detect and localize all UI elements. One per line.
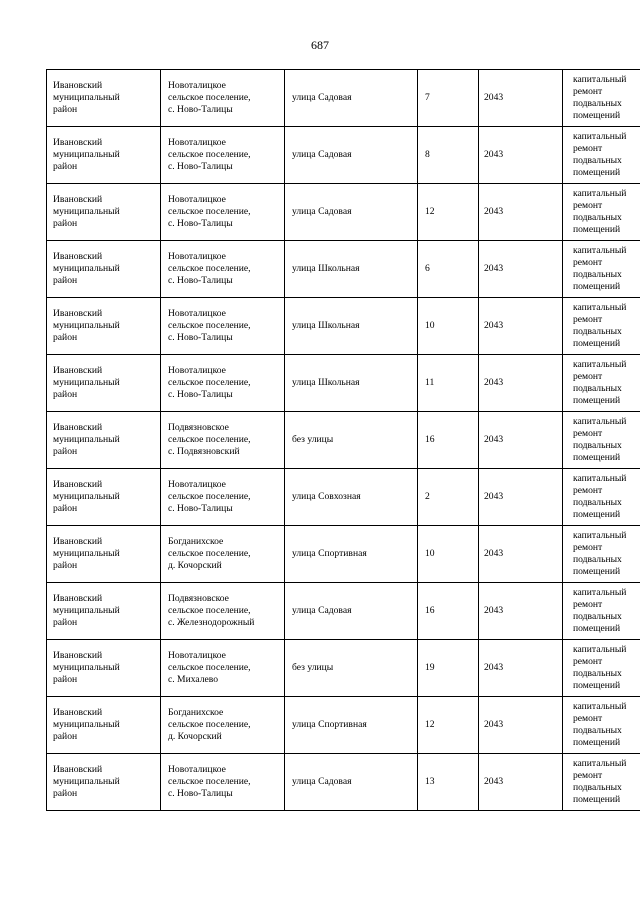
district-cell-text: Ивановский муниципальный район — [53, 80, 120, 115]
street-cell-text: улица Спортивная — [292, 548, 367, 559]
street-cell — [285, 355, 418, 412]
year-cell-text: 2043 — [484, 491, 504, 502]
district-cell-text: Ивановский муниципальный район — [53, 650, 120, 685]
work-type-cell-text: капитальный ремонт подвальных помещений — [573, 644, 627, 691]
table-row — [47, 583, 640, 640]
street-cell — [285, 697, 418, 754]
work-type-cell-text: капитальный ремонт подвальных помещений — [573, 530, 627, 577]
work-type-cell-text: капитальный ремонт подвальных помещений — [573, 473, 627, 520]
table-row — [47, 184, 640, 241]
house-number-cell-text: 16 — [425, 605, 435, 616]
district-cell — [47, 526, 161, 583]
table-row — [47, 697, 640, 754]
street-cell — [285, 241, 418, 298]
year-cell — [479, 127, 563, 184]
year-cell-text: 2043 — [484, 776, 504, 787]
district-cell-text: Ивановский муниципальный район — [53, 308, 120, 343]
street-cell — [285, 412, 418, 469]
table-row — [47, 355, 640, 412]
settlement-cell — [161, 70, 285, 127]
year-cell-text: 2043 — [484, 548, 504, 559]
street-cell-text: улица Школьная — [292, 320, 360, 331]
settlement-cell-text: Новоталицкое сельское поселение, с. Михалево — [168, 650, 251, 685]
settlement-cell — [161, 583, 285, 640]
repair-schedule-table — [46, 69, 640, 811]
year-cell — [479, 526, 563, 583]
house-number-cell — [418, 754, 479, 811]
house-number-cell-text: 13 — [425, 776, 435, 787]
district-cell-text: Ивановский муниципальный район — [53, 422, 120, 457]
street-cell — [285, 640, 418, 697]
settlement-cell — [161, 469, 285, 526]
district-cell — [47, 70, 161, 127]
street-cell — [285, 70, 418, 127]
table-row — [47, 469, 640, 526]
settlement-cell — [161, 640, 285, 697]
street-cell — [285, 127, 418, 184]
work-type-cell-text: капитальный ремонт подвальных помещений — [573, 131, 627, 178]
street-cell — [285, 754, 418, 811]
district-cell-text: Ивановский муниципальный район — [53, 137, 120, 172]
work-type-cell-text: капитальный ремонт подвальных помещений — [573, 587, 627, 634]
district-cell — [47, 640, 161, 697]
table-row — [47, 127, 640, 184]
settlement-cell-text: Новоталицкое сельское поселение, с. Ново-Талицы — [168, 194, 251, 229]
street-cell-text: улица Школьная — [292, 377, 360, 388]
work-type-cell — [563, 469, 640, 526]
table-row — [47, 298, 640, 355]
house-number-cell-text: 7 — [425, 92, 430, 103]
work-type-cell-text: капитальный ремонт подвальных помещений — [573, 701, 627, 748]
district-cell-text: Ивановский муниципальный район — [53, 365, 120, 400]
house-number-cell — [418, 127, 479, 184]
house-number-cell-text: 6 — [425, 263, 430, 274]
settlement-cell — [161, 355, 285, 412]
district-cell-text: Ивановский муниципальный район — [53, 194, 120, 229]
settlement-cell-text: Новоталицкое сельское поселение, с. Ново-Талицы — [168, 80, 251, 115]
settlement-cell-text: Новоталицкое сельское поселение, с. Ново-Талицы — [168, 251, 251, 286]
street-cell — [285, 298, 418, 355]
house-number-cell — [418, 241, 479, 298]
street-cell-text: улица Садовая — [292, 605, 352, 616]
year-cell-text: 2043 — [484, 320, 504, 331]
settlement-cell — [161, 127, 285, 184]
street-cell — [285, 469, 418, 526]
settlement-cell — [161, 241, 285, 298]
settlement-cell — [161, 526, 285, 583]
settlement-cell-text: Богданихское сельское поселение, д. Кочорский — [168, 707, 251, 742]
district-cell — [47, 583, 161, 640]
settlement-cell-text: Новоталицкое сельское поселение, с. Ново-Талицы — [168, 365, 251, 400]
settlement-cell-text: Подвязновское сельское поселение, с. Подвязновский — [168, 422, 251, 457]
year-cell — [479, 355, 563, 412]
street-cell-text: без улицы — [292, 662, 334, 673]
year-cell-text: 2043 — [484, 149, 504, 160]
street-cell — [285, 583, 418, 640]
work-type-cell — [563, 640, 640, 697]
house-number-cell — [418, 412, 479, 469]
house-number-cell-text: 11 — [425, 377, 435, 388]
settlement-cell — [161, 697, 285, 754]
table-row — [47, 640, 640, 697]
settlement-cell — [161, 298, 285, 355]
year-cell-text: 2043 — [484, 377, 504, 388]
street-cell-text: улица Садовая — [292, 149, 352, 160]
house-number-cell — [418, 298, 479, 355]
settlement-cell-text: Подвязновское сельское поселение, с. Железнодорожный — [168, 593, 255, 628]
year-cell-text: 2043 — [484, 605, 504, 616]
settlement-cell-text: Новоталицкое сельское поселение, с. Ново-Талицы — [168, 137, 251, 172]
district-cell — [47, 754, 161, 811]
settlement-cell — [161, 184, 285, 241]
year-cell-text: 2043 — [484, 263, 504, 274]
work-type-cell — [563, 583, 640, 640]
house-number-cell-text: 10 — [425, 320, 435, 331]
year-cell — [479, 754, 563, 811]
work-type-cell-text: капитальный ремонт подвальных помещений — [573, 416, 627, 463]
district-cell — [47, 469, 161, 526]
work-type-cell — [563, 241, 640, 298]
year-cell — [479, 640, 563, 697]
house-number-cell-text: 2 — [425, 491, 430, 502]
table-body — [47, 70, 640, 811]
district-cell-text: Ивановский муниципальный район — [53, 251, 120, 286]
house-number-cell — [418, 640, 479, 697]
table-row — [47, 526, 640, 583]
work-type-cell-text: капитальный ремонт подвальных помещений — [573, 302, 627, 349]
settlement-cell-text: Новоталицкое сельское поселение, с. Ново-Талицы — [168, 764, 251, 799]
district-cell-text: Ивановский муниципальный район — [53, 764, 120, 799]
work-type-cell — [563, 697, 640, 754]
year-cell-text: 2043 — [484, 434, 504, 445]
work-type-cell — [563, 355, 640, 412]
year-cell-text: 2043 — [484, 719, 504, 730]
year-cell — [479, 697, 563, 754]
street-cell-text: улица Совхозная — [292, 491, 361, 502]
settlement-cell-text: Новоталицкое сельское поселение, с. Ново-Талицы — [168, 308, 251, 343]
page-number: 687 — [311, 38, 329, 52]
year-cell — [479, 412, 563, 469]
district-cell-text: Ивановский муниципальный район — [53, 707, 120, 742]
street-cell-text: улица Садовая — [292, 92, 352, 103]
work-type-cell-text: капитальный ремонт подвальных помещений — [573, 758, 627, 805]
street-cell — [285, 526, 418, 583]
house-number-cell-text: 10 — [425, 548, 435, 559]
house-number-cell — [418, 583, 479, 640]
work-type-cell — [563, 298, 640, 355]
street-cell-text: без улицы — [292, 434, 334, 445]
district-cell-text: Ивановский муниципальный район — [53, 593, 120, 628]
house-number-cell — [418, 526, 479, 583]
work-type-cell-text: капитальный ремонт подвальных помещений — [573, 359, 627, 406]
table-row — [47, 70, 640, 127]
work-type-cell-text: капитальный ремонт подвальных помещений — [573, 188, 627, 235]
house-number-cell — [418, 469, 479, 526]
year-cell — [479, 70, 563, 127]
house-number-cell — [418, 697, 479, 754]
table-row — [47, 412, 640, 469]
district-cell-text: Ивановский муниципальный район — [53, 536, 120, 571]
district-cell — [47, 412, 161, 469]
year-cell — [479, 469, 563, 526]
work-type-cell — [563, 127, 640, 184]
work-type-cell — [563, 526, 640, 583]
house-number-cell-text: 8 — [425, 149, 430, 160]
table-row — [47, 754, 640, 811]
work-type-cell-text: капитальный ремонт подвальных помещений — [573, 245, 627, 292]
house-number-cell — [418, 355, 479, 412]
work-type-cell-text: капитальный ремонт подвальных помещений — [573, 74, 627, 121]
house-number-cell-text: 16 — [425, 434, 435, 445]
street-cell-text: улица Садовая — [292, 206, 352, 217]
house-number-cell-text: 19 — [425, 662, 435, 673]
district-cell — [47, 241, 161, 298]
house-number-cell — [418, 70, 479, 127]
district-cell — [47, 298, 161, 355]
street-cell-text: улица Спортивная — [292, 719, 367, 730]
settlement-cell — [161, 412, 285, 469]
district-cell — [47, 355, 161, 412]
work-type-cell — [563, 184, 640, 241]
year-cell — [479, 298, 563, 355]
settlement-cell — [161, 754, 285, 811]
district-cell — [47, 127, 161, 184]
street-cell — [285, 184, 418, 241]
house-number-cell — [418, 184, 479, 241]
year-cell-text: 2043 — [484, 662, 504, 673]
work-type-cell — [563, 70, 640, 127]
year-cell-text: 2043 — [484, 92, 504, 103]
year-cell — [479, 241, 563, 298]
house-number-cell-text: 12 — [425, 206, 435, 217]
year-cell — [479, 583, 563, 640]
work-type-cell — [563, 754, 640, 811]
settlement-cell-text: Богданихское сельское поселение, д. Кочорский — [168, 536, 251, 571]
district-cell — [47, 184, 161, 241]
year-cell-text: 2043 — [484, 206, 504, 217]
street-cell-text: улица Садовая — [292, 776, 352, 787]
district-cell-text: Ивановский муниципальный район — [53, 479, 120, 514]
house-number-cell-text: 12 — [425, 719, 435, 730]
district-cell — [47, 697, 161, 754]
work-type-cell — [563, 412, 640, 469]
street-cell-text: улица Школьная — [292, 263, 360, 274]
table-row — [47, 241, 640, 298]
year-cell — [479, 184, 563, 241]
settlement-cell-text: Новоталицкое сельское поселение, с. Ново-Талицы — [168, 479, 251, 514]
